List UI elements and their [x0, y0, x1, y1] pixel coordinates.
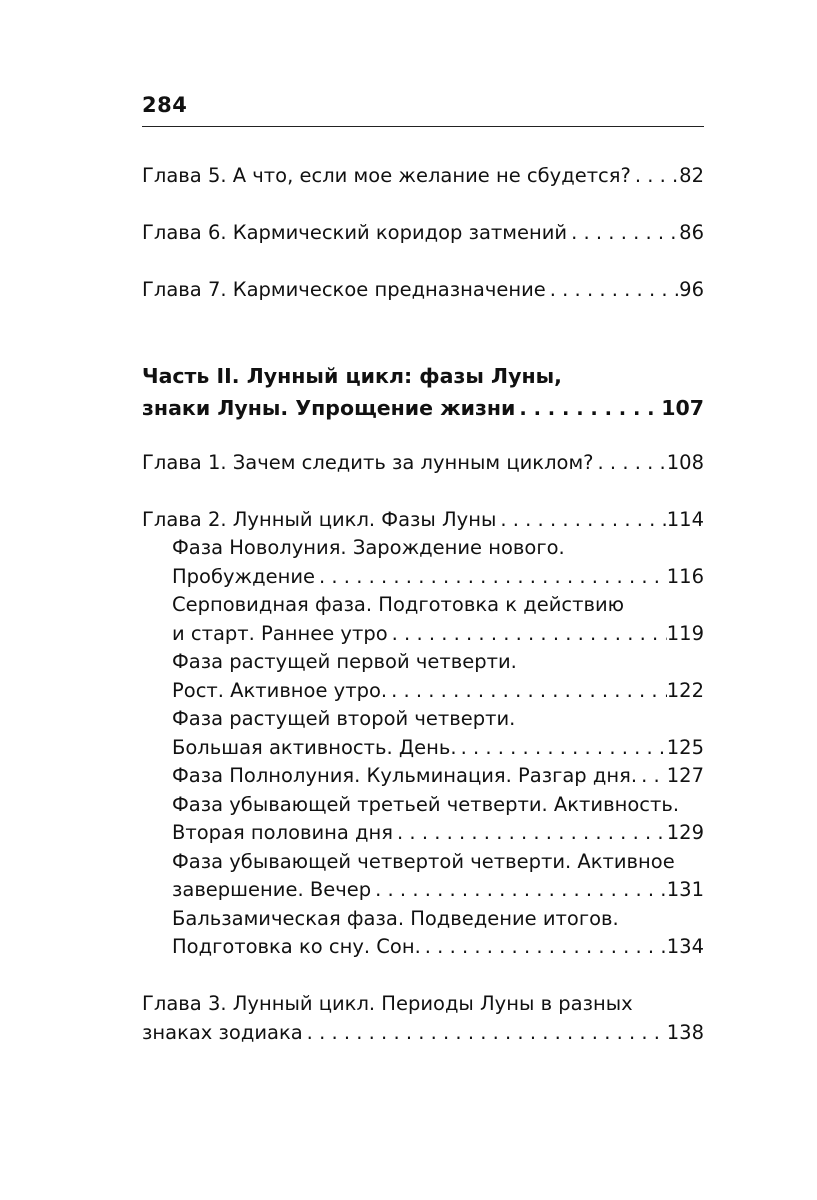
dot-leader: [631, 162, 679, 191]
toc-entry-page: 96: [679, 278, 704, 301]
toc-entry-part2-chapter-1[interactable]: [142, 449, 704, 478]
toc-entry-part-2[interactable]: [142, 392, 704, 425]
toc-entry-label: Рост. Активное утро.: [172, 678, 388, 702]
toc-subsection-full-moon[interactable]: [142, 762, 704, 791]
dot-leader: [303, 1019, 667, 1048]
table-of-contents: [142, 162, 704, 1047]
dot-leader: [387, 677, 667, 706]
toc-subsection-balsamic[interactable]: [142, 933, 704, 962]
toc-entry-label: Глава 5. А что, если мое желание не сбудется?: [142, 164, 631, 187]
toc-subsection-line1: Фаза растущей второй четверти.: [172, 707, 516, 730]
toc-entry-page: 134: [666, 935, 704, 958]
toc-chapter-3-line1: Глава 3. Лунный цикл. Периоды Луны в разных: [142, 992, 633, 1015]
dot-leader: [594, 449, 667, 478]
toc-entry-page: 86: [679, 221, 704, 244]
dot-leader: [637, 762, 667, 791]
dot-leader: [496, 506, 666, 535]
dot-leader: [546, 276, 679, 305]
toc-entry-label: Глава 1. Зачем следить за лунным циклом?: [142, 450, 594, 474]
toc-entry-label: Вторая половина дня: [172, 821, 394, 844]
toc-subsection-first-quarter[interactable]: [142, 677, 704, 706]
toc-subsection-fourth-quarter[interactable]: [142, 876, 704, 905]
dot-leader: [515, 393, 661, 425]
toc-entry-page: 107: [661, 395, 704, 420]
dot-leader: [457, 734, 667, 763]
toc-entry-page: 125: [666, 735, 704, 759]
toc-entry-page: 116: [666, 564, 704, 588]
toc-entry-label: Фаза Полнолуния. Кульминация. Разгар дня.: [172, 764, 638, 787]
toc-entry-label: знаках зодиака: [142, 1020, 303, 1044]
toc-entry-page: 82: [679, 164, 704, 187]
toc-subsection-crescent[interactable]: [142, 620, 704, 649]
toc-subsection-new-moon[interactable]: [142, 563, 704, 592]
toc-entry-part2-chapter-3[interactable]: [142, 1019, 704, 1048]
toc-entry-page: 138: [666, 1020, 704, 1044]
toc-entry-chapter-5[interactable]: [142, 162, 704, 191]
toc-entry-label: Подготовка ко сну. Сон.: [172, 935, 421, 958]
toc-subsection-line1: Фаза Новолуния. Зарождение нового.: [172, 536, 565, 559]
toc-entry-label: завершение. Вечер: [172, 878, 372, 901]
toc-entry-page: 122: [666, 678, 704, 702]
toc-entry-part2-chapter-2[interactable]: [142, 506, 704, 535]
toc-subsection-line1: Бальзамическая фаза. Подведение итогов.: [172, 906, 619, 930]
toc-entry-chapter-6[interactable]: [142, 219, 704, 248]
toc-entry-page: 131: [666, 878, 704, 901]
toc-subsection-line1: Фаза убывающей четвертой четверти. Активное: [172, 849, 675, 873]
page-number: 284: [142, 93, 188, 117]
toc-subsection-second-quarter[interactable]: [142, 734, 704, 763]
header-rule: [142, 126, 704, 127]
toc-entry-label: Глава 2. Лунный цикл. Фазы Луны: [142, 507, 497, 531]
toc-entry-chapter-7[interactable]: [142, 276, 704, 305]
toc-subsection-third-quarter[interactable]: [142, 819, 704, 848]
toc-part-title-line1: Часть II. Лунный цикл: фазы Луны,: [142, 363, 562, 388]
toc-entry-label: Глава 7. Кармическое предназначение: [142, 278, 546, 301]
dot-leader: [315, 563, 667, 592]
toc-entry-label: и старт. Раннее утро: [172, 621, 388, 645]
toc-entry-label: Большая активность. День.: [172, 735, 457, 759]
toc-entry-page: 108: [666, 450, 704, 474]
toc-subsection-line1: Фаза растущей первой четверти.: [172, 650, 517, 673]
dot-leader: [421, 933, 667, 962]
toc-entry-label: знаки Луны. Упрощение жизни: [142, 395, 516, 420]
toc-entry-page: 127: [666, 764, 704, 787]
toc-entry-page: 119: [666, 621, 704, 645]
toc-entry-label: Пробуждение: [172, 564, 316, 588]
dot-leader: [393, 819, 667, 848]
toc-entry-label: Глава 6. Кармический коридор затмений: [142, 221, 568, 244]
toc-subsection-line1: Серповидная фаза. Подготовка к действию: [172, 593, 625, 616]
dot-leader: [388, 620, 667, 649]
dot-leader: [567, 219, 679, 248]
toc-entry-page: 114: [666, 507, 704, 531]
toc-entry-page: 129: [666, 821, 704, 844]
toc-subsection-line1: Фаза убывающей третьей четверти. Активность.: [172, 792, 680, 816]
dot-leader: [371, 876, 667, 905]
